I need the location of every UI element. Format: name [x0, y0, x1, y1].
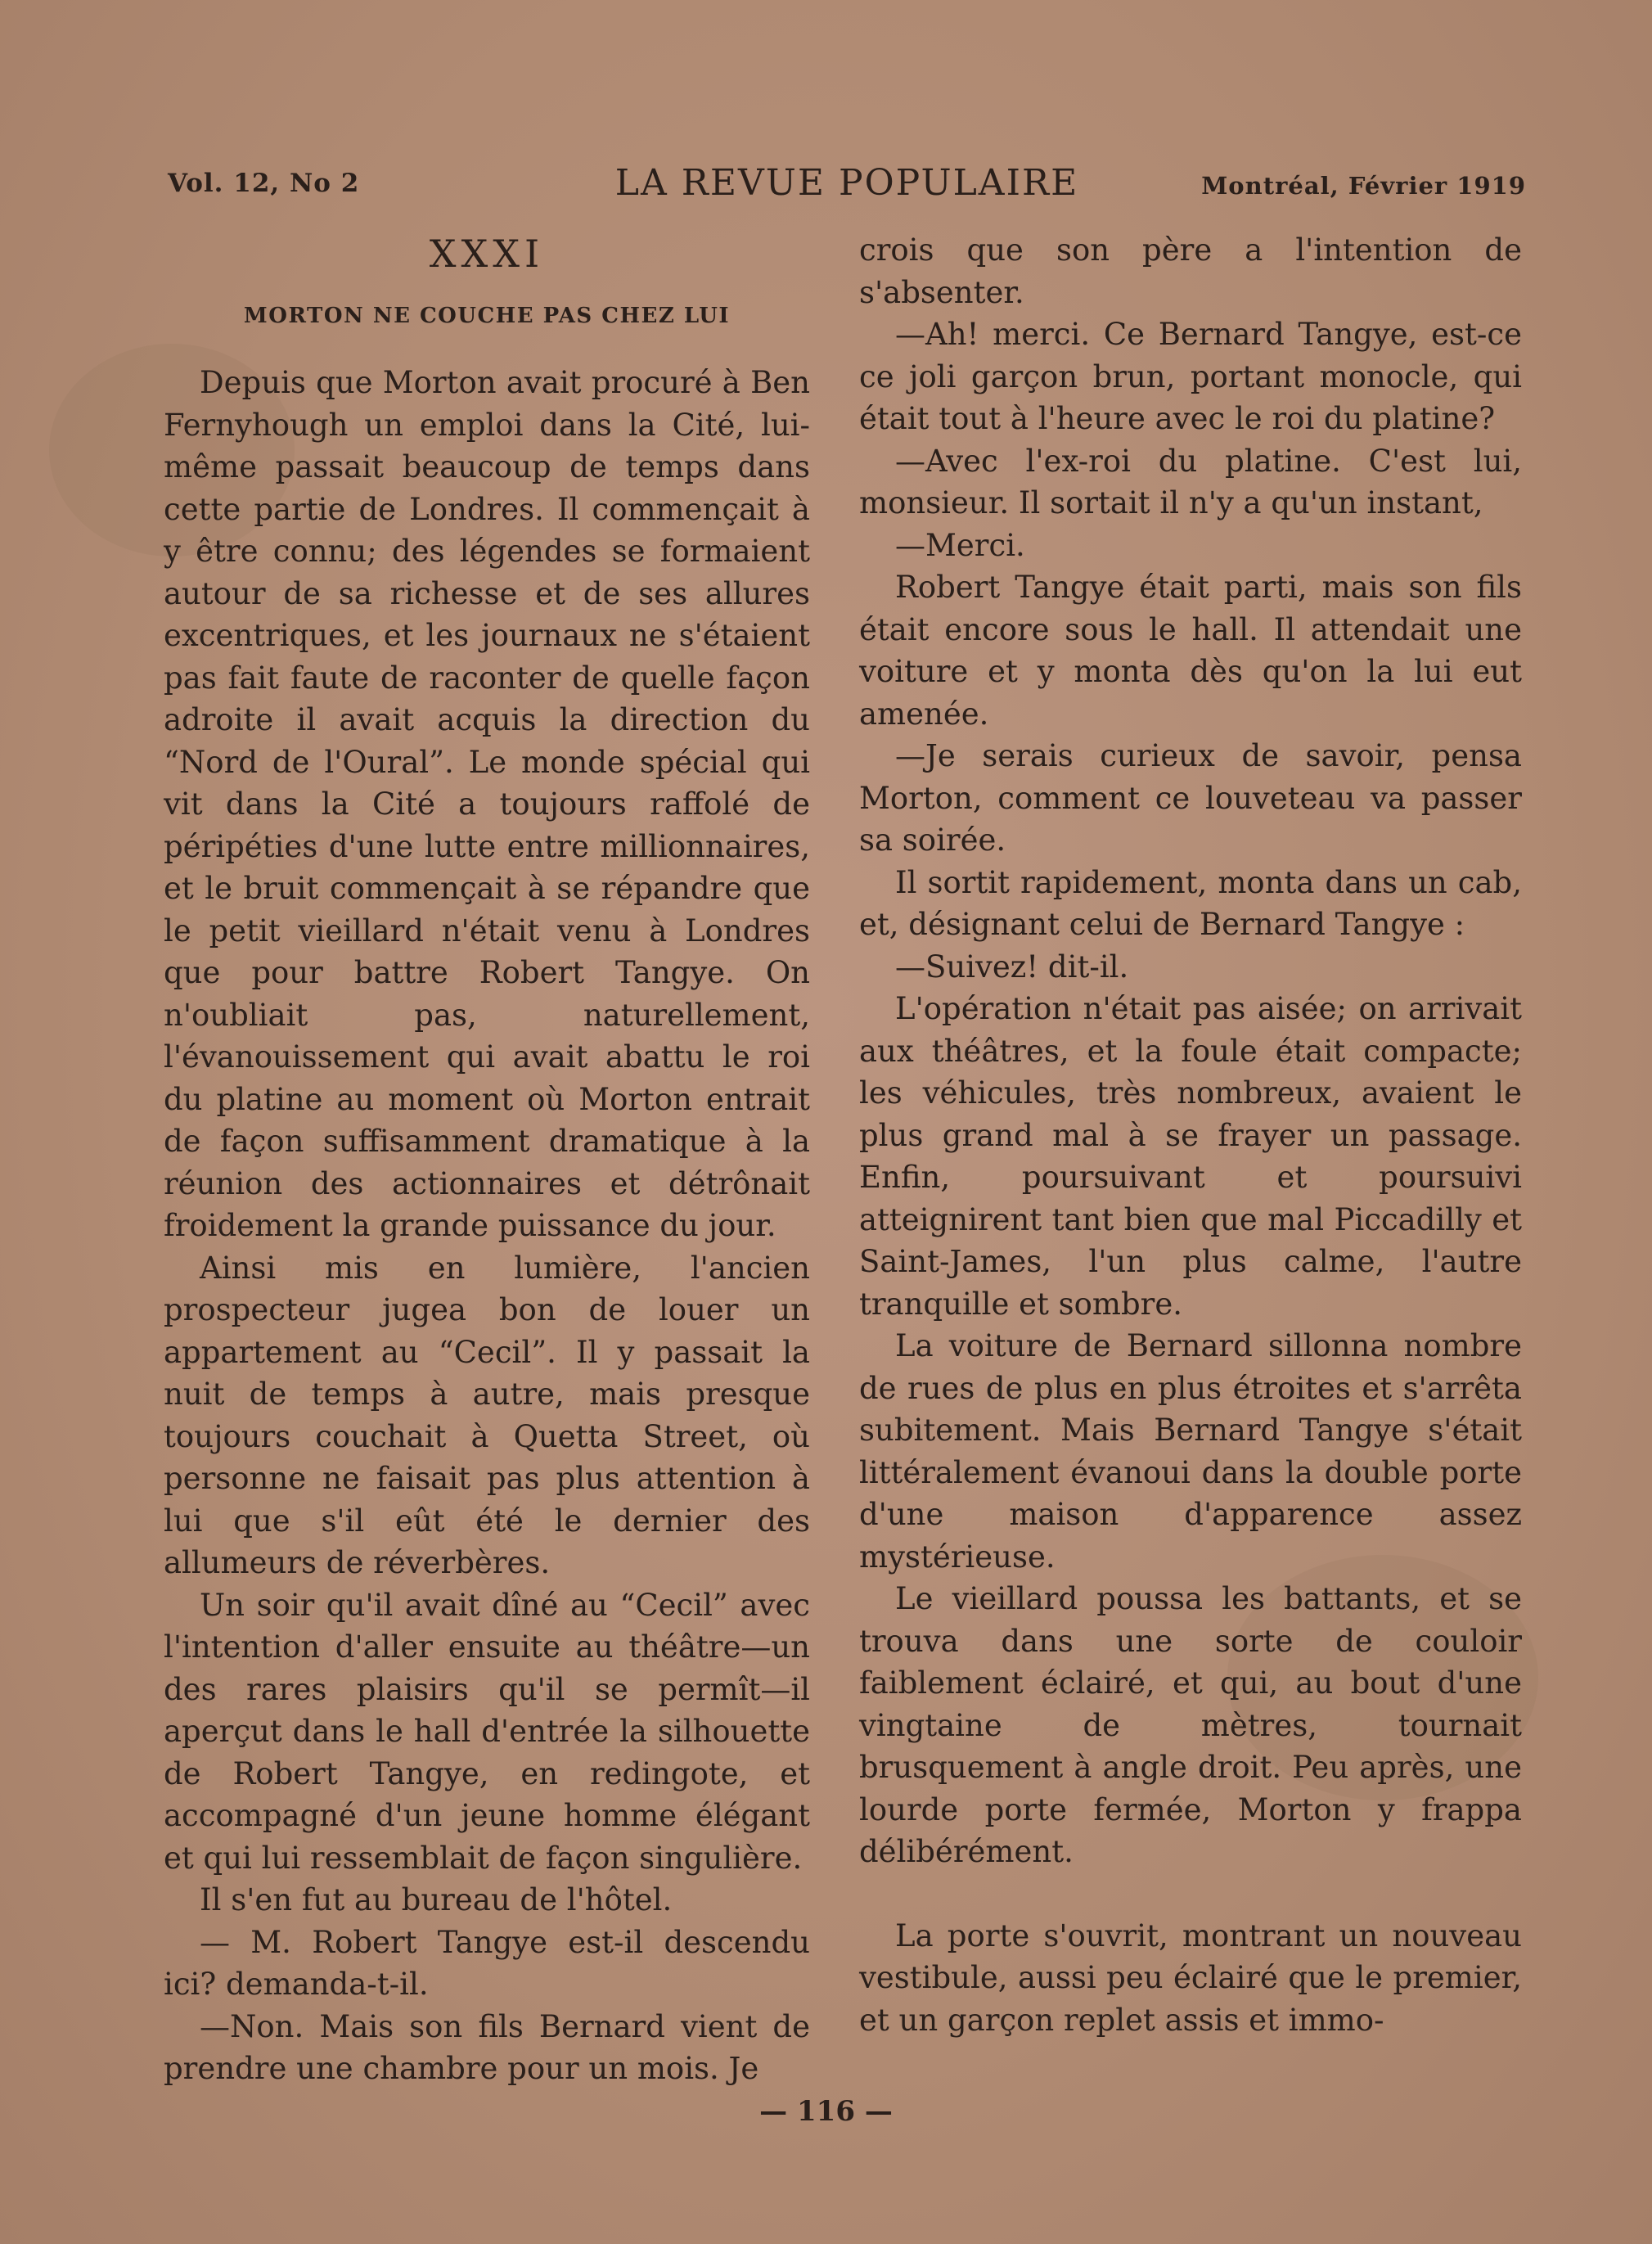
paragraph: Ainsi mis en lumière, l'ancien prospecteur jugea bon de louer un appartement au “Cecil”. Il y passait la nuit de temps à autre, mais presque toujours couchait à Quetta Street, où personne ne faisait pas plus attention à lui que s'il eût été le dernier des allumeurs de réverbères.	[164, 1250, 810, 1580]
paragraph: Robert Tangye était parti, mais son fils était encore sous le hall. Il attendait une voiture et y monta dès qu'on la lui eut amenée.	[859, 570, 1522, 732]
paragraph: —Ah! merci. Ce Bernard Tangye, est-ce ce joli garçon brun, portant monocle, qui était tout à l'heure avec le roi du platine?	[859, 317, 1522, 436]
paragraph: —Je serais curieux de savoir, pensa Morton, comment ce louveteau va passer sa soirée.	[859, 738, 1522, 858]
page-number: — 116 —	[759, 2095, 893, 2128]
chapter-number: XXXI	[429, 232, 545, 276]
chapter-title: MORTON NE COUCHE PAS CHEZ LUI	[243, 304, 731, 328]
paragraph: —Avec l'ex-roi du platine. C'est lui, monsieur. Il sortait il n'y a qu'un instant,	[859, 443, 1522, 520]
paragraph: Depuis que Morton avait procuré à Ben Fernyhough un emploi dans la Cité, lui-même passait beaucoup de temps dans cette partie de Londres. Il commençait à y être connu; des légendes se formaient autour de sa richesse et de ses allures excentriques, et les journaux ne s'étaient pas fait faute de raconter de quelle façon adroite il avait acquis la direction du “Nord de l'Oural”. Le monde spécial qui vit dans la Cité a toujours raffolé de péripéties d'une lutte entre millionnaires, et le bruit commençait à se répandre que le petit vieillard n'était venu à Londres que pour battre Robert Tangye. On n'oubliait pas, naturellement, l'évanouissement qui avait abattu le roi du platine au moment où Morton entrait de façon suffisamment dramatique à la réunion des actionnaires et détrônait froidement la grande puissance du jour.	[164, 365, 810, 1243]
paragraph: —Merci.	[895, 527, 1025, 563]
paragraph: La porte s'ouvrit, montrant un nouveau vestibule, aussi peu éclairé que le premier, et un garçon replet assis et immo-	[859, 1917, 1522, 2038]
running-head	[168, 162, 1526, 211]
paragraph: —Suivez! dit-il.	[895, 949, 1129, 985]
right-column	[859, 229, 1522, 2041]
paragraph: — M. Robert Tangye est-il descendu ici? demanda-t-il.	[164, 1924, 810, 2002]
paragraph: L'opération n'était pas aisée; on arrivait aux théâtres, et la foule était compacte; les véhicules, très nombreux, avaient le plus grand mal à se frayer un passage. Enfin, poursuivant et poursuivi atteignirent tant bien que mal Piccadilly et Saint-James, l'un plus calme, l'autre tranquille et sombre.	[859, 991, 1522, 1322]
paragraph: Un soir qu'il avait dîné au “Cecil” avec l'intention d'aller ensuite au théâtre—un des rares plaisirs qu'il se permît—il aperçut dans le hall d'entrée la silhouette de Robert Tangye, en redingote, et accompagné d'un jeune homme élégant et qui lui ressemblait de façon singulière.	[164, 1587, 810, 1876]
paragraph: Il s'en fut au bureau de l'hôtel.	[200, 1882, 673, 1917]
place-date: Montréal, Février 1919	[1201, 172, 1526, 200]
paragraph: —Non. Mais son fils Bernard vient de prendre une chambre pour un mois. Je	[164, 2008, 810, 2086]
volume-number: Vol. 12, No 2	[168, 169, 360, 198]
magazine-title: LA REVUE POPULAIRE	[614, 162, 1079, 204]
paragraph: La voiture de Bernard sillonna nombre de rues de plus en plus étroites et s'arrêta subitement. Mais Bernard Tangye s'était littéralement évanoui dans la double porte d'une maison d'apparence assez mystérieuse.	[859, 1328, 1522, 1575]
paragraph: Le vieillard poussa les battants, et se trouva dans une sorte de couloir faiblement éclairé, et qui, au bout d'une vingtaine de mètres, tournait brusquement à angle droit. Peu après, une lourde porte fermée, Morton y frappa délibérément.	[859, 1581, 1522, 1869]
paragraph-continued: crois que son père a l'intention de s'absenter.	[859, 232, 1522, 310]
left-column	[164, 229, 810, 2090]
paragraph: Il sortit rapidement, monta dans un cab, et, désignant celui de Bernard Tangye :	[859, 864, 1522, 942]
